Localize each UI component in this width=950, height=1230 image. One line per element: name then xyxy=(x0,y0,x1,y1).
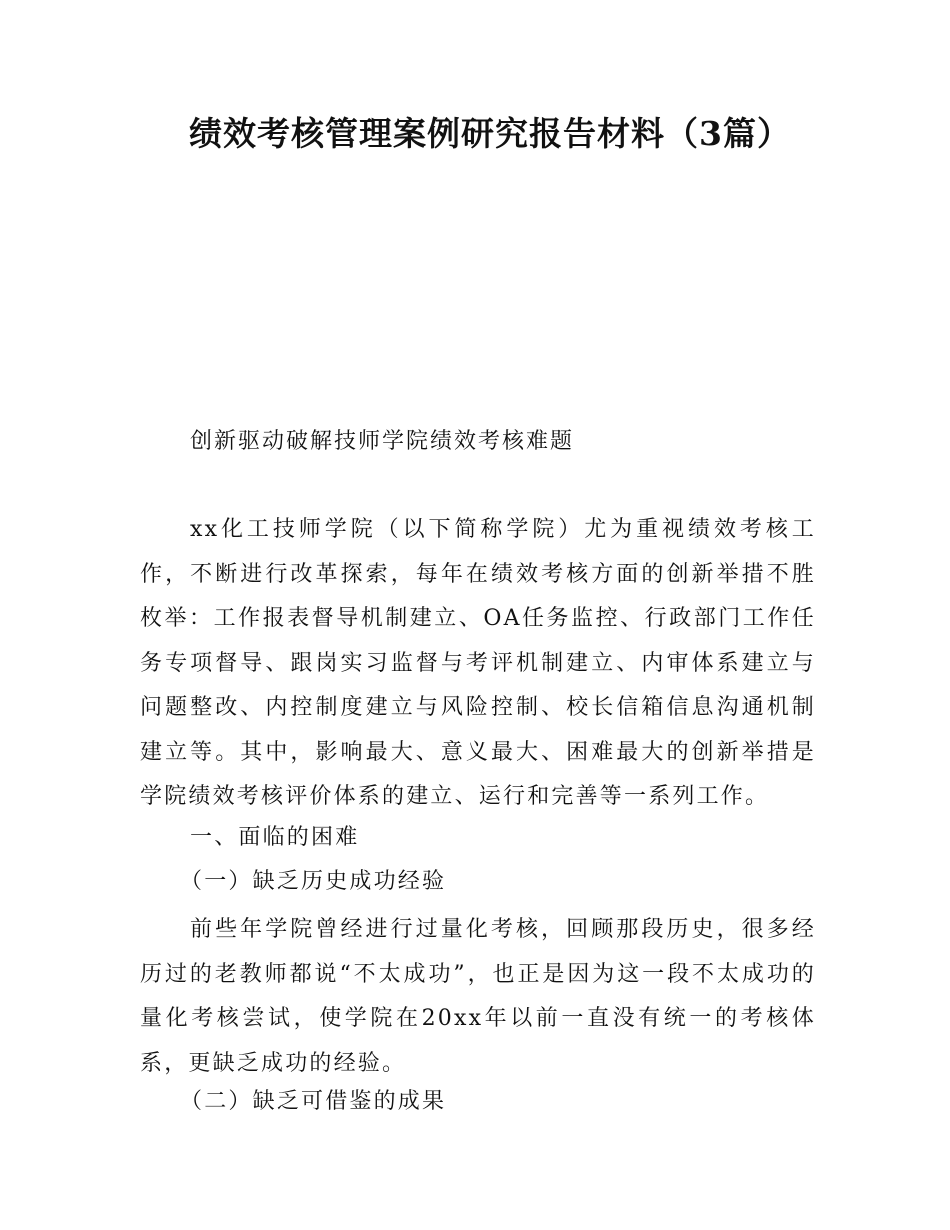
body-paragraph-history: 前些年学院曾经进行过量化考核，回顾那段历史，很多经历过的老教师都说“不太成功”，也正是因为这一段不太成功的量化考核尝试，使学院在20xx年以前一直没有统一的考核体系，更缺乏成功的经验。 xyxy=(140,917,816,1076)
section-heading-difficulties: 一、面临的困难 xyxy=(190,825,360,850)
subsection-heading-no-experience: （一）缺乏历史成功经验 xyxy=(180,869,447,894)
body-paragraph-intro: xx化工技师学院（以下简称学院）尤为重视绩效考核工作，不断进行改革探索，每年在绩效考核方面的创新举措不胜枚举：工作报表督导机制建立、OA任务监控、行政部门工作任务专项督导、跟岗实习监督与考评机制建立、内审体系建立与问题整改、内控制度建立与风险控制、校长信箱信息沟通机制建立等。其中，影响最大、意义最大、困难最大的创新举措是学院绩效考核评价体系的建立、运行和完善等一系列工作。 xyxy=(140,517,816,809)
article-subtitle: 创新驱动破解技师学院绩效考核难题 xyxy=(190,429,575,454)
subsection-heading-no-references: （二）缺乏可借鉴的成果 xyxy=(180,1089,447,1114)
document-title: 绩效考核管理案例研究报告材料（3篇） xyxy=(189,114,791,153)
